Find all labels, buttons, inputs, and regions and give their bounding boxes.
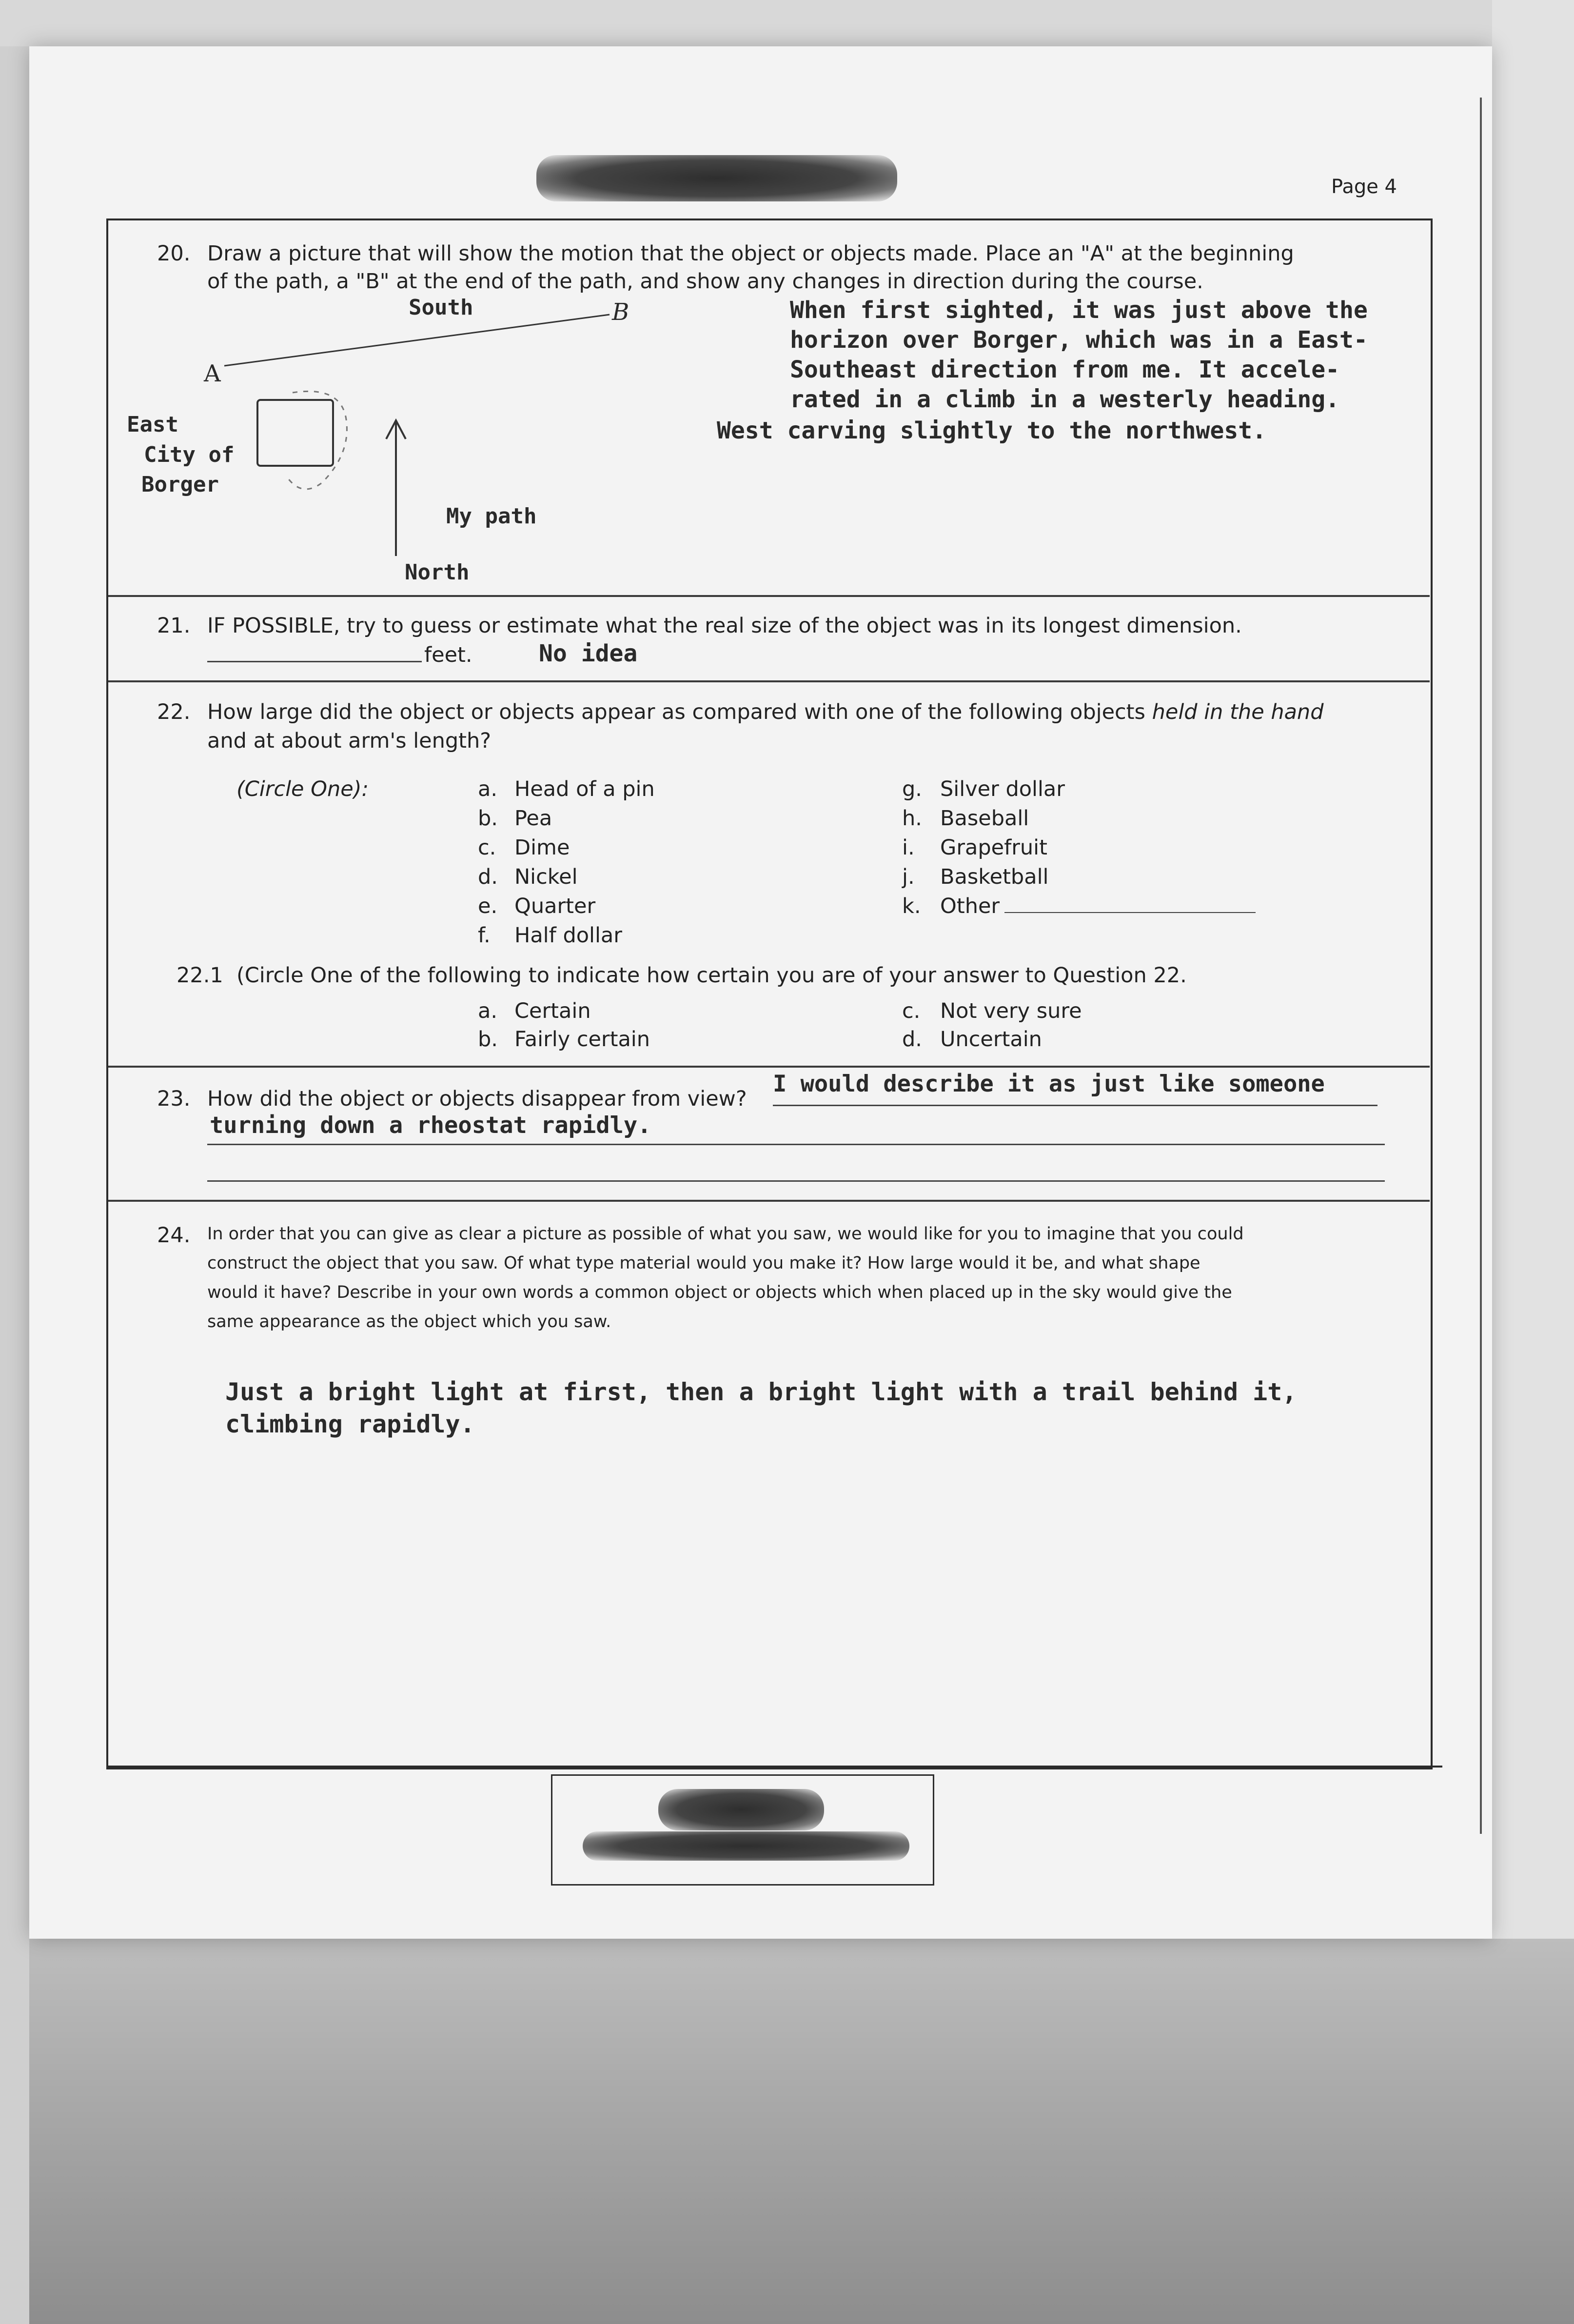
q22-other-underline <box>1004 912 1256 913</box>
option-label: Head of a pin <box>514 777 655 801</box>
q22-options-right <box>902 777 1065 923</box>
q22-option-g[interactable] <box>902 777 1065 806</box>
q20-number: 20. <box>157 241 191 266</box>
q24-text-line: same appearance as the object which you saw. <box>207 1312 611 1331</box>
q22-text-line1 <box>207 700 1323 724</box>
q22-number: 22. <box>157 700 191 724</box>
option-label: Certain <box>514 999 591 1023</box>
option-letter: j. <box>902 865 915 889</box>
option-letter: d. <box>478 865 498 889</box>
bottom-redaction-1 <box>658 1789 824 1830</box>
q24-text-line: would it have? Describe in your own words a common object or objects which when placed up in the sky would give the <box>207 1283 1232 1302</box>
q22-option-d[interactable] <box>478 865 655 894</box>
q22-option-h[interactable] <box>902 806 1065 835</box>
q22-circle-one: (Circle One): <box>236 777 369 801</box>
sketch-city-of-label: City of <box>144 442 235 467</box>
q22-options-left <box>478 777 655 953</box>
option-label: Silver dollar <box>940 777 1065 801</box>
q20-answer-line: When first sighted, it was just above the <box>790 297 1368 324</box>
city-outline-dashed <box>288 391 347 489</box>
q22-option-b[interactable] <box>478 806 655 835</box>
q20-answer-west-line: West carving slightly to the northwest. <box>717 417 1267 444</box>
q23-underline-1 <box>773 1105 1377 1106</box>
q22-text-line1-a: How large did the object or objects appear as compared with one of the following objects <box>207 700 1152 724</box>
divider-q21-q22 <box>108 680 1430 682</box>
q24-number: 24. <box>157 1223 191 1248</box>
q21-size-underline <box>207 661 422 662</box>
option-label: Dime <box>514 835 570 860</box>
option-label: Not very sure <box>940 999 1082 1023</box>
option-letter: c. <box>478 835 496 860</box>
sketch-point-b: B <box>612 298 630 326</box>
option-label: Other <box>940 894 1000 918</box>
q23-underline-3 <box>207 1180 1385 1182</box>
q23-number: 23. <box>157 1087 191 1111</box>
option-letter: k. <box>902 894 921 918</box>
page-number: Page 4 <box>1331 176 1397 198</box>
q24-answer-line: Just a bright light at first, then a bright light with a trail behind it, <box>225 1378 1297 1406</box>
flight-path-line <box>224 315 610 366</box>
q22-option-f[interactable] <box>478 923 655 953</box>
q21-answer: No idea <box>539 640 638 667</box>
q22-1-option-d[interactable] <box>902 1027 1042 1052</box>
header-redaction <box>536 155 897 201</box>
sketch-north-label: North <box>405 560 470 585</box>
q22-option-c[interactable] <box>478 835 655 865</box>
q23-answer-line2: turning down a rheostat rapidly. <box>210 1112 651 1139</box>
q22-option-e[interactable] <box>478 894 655 923</box>
option-label: Fairly certain <box>514 1027 650 1052</box>
q22-text-line2: and at about arm's length? <box>207 729 492 753</box>
q24-text-line: construct the object that you saw. Of what type material would you make it? How large would it be, and what shape <box>207 1253 1200 1273</box>
q22-1-option-c[interactable] <box>902 999 1082 1023</box>
option-letter: f. <box>478 923 491 948</box>
q23-answer-line1: I would describe it as just like someone <box>773 1071 1325 1097</box>
city-box <box>257 400 333 466</box>
q24-answer <box>225 1378 1297 1442</box>
q24-text <box>207 1224 1244 1341</box>
q22-option-a[interactable] <box>478 777 655 806</box>
q21-text: IF POSSIBLE, try to guess or estimate what the real size of the object was in its longest dimension. <box>207 614 1242 638</box>
q22-1-option-b[interactable] <box>478 1027 650 1052</box>
option-letter: e. <box>478 894 498 918</box>
q22-option-i[interactable] <box>902 835 1065 865</box>
q21-number: 21. <box>157 614 191 638</box>
option-label: Uncertain <box>940 1027 1042 1052</box>
scan-right-margin <box>1492 0 1574 1939</box>
sketch-borger-label: Borger <box>141 472 219 497</box>
q24-text-line: In order that you can give as clear a picture as possible of what you saw, we would like for you to imagine that you could <box>207 1224 1244 1244</box>
option-letter: c. <box>902 999 921 1023</box>
option-label: Half dollar <box>514 923 622 948</box>
scan-top-edge <box>0 0 1574 46</box>
q21-unit: feet. <box>424 643 472 667</box>
q20-text-line2: of the path, a "B" at the end of the path, and show any changes in direction during the course. <box>207 269 1203 294</box>
q22-text-line1-b: held in the hand <box>1152 700 1324 724</box>
option-letter: h. <box>902 806 922 831</box>
option-label: Quarter <box>514 894 596 918</box>
option-letter: a. <box>478 777 498 801</box>
q22-option-j[interactable] <box>902 865 1065 894</box>
option-letter: b. <box>478 806 498 831</box>
scan-bottom-margin <box>29 1939 1574 2324</box>
q22-option-k[interactable] <box>902 894 1065 923</box>
q23-underline-2 <box>207 1144 1385 1145</box>
form-box-bottom-line <box>106 1766 1442 1768</box>
option-letter: a. <box>478 999 498 1023</box>
q20-answer-line: rated in a climb in a westerly heading. <box>790 386 1340 413</box>
q20-answer-line: Southeast direction from me. It accele- <box>790 356 1340 383</box>
bottom-redaction-2 <box>583 1831 909 1861</box>
option-label: Nickel <box>514 865 578 889</box>
divider-q22-q23 <box>108 1066 1430 1068</box>
sketch-east-label: East <box>127 412 178 437</box>
divider-q23-q24 <box>108 1200 1430 1202</box>
sketch-drawing <box>195 293 683 585</box>
option-label: Baseball <box>940 806 1029 831</box>
q20-text-line1: Draw a picture that will show the motion that the object or objects made. Place an "A" at the beginning <box>207 241 1294 266</box>
page-edge-line <box>1480 98 1482 1834</box>
option-letter: g. <box>902 777 922 801</box>
sketch-south-label: South <box>409 295 473 320</box>
divider-q20-q21 <box>108 595 1430 597</box>
option-label: Basketball <box>940 865 1049 889</box>
q22-1-option-a[interactable] <box>478 999 591 1023</box>
option-label: Grapefruit <box>940 835 1047 860</box>
option-label: Pea <box>514 806 552 831</box>
q22-1-text: (Circle One of the following to indicate how certain you are of your answer to Question 22. <box>236 963 1187 988</box>
q22-1-number: 22.1 <box>177 963 223 988</box>
q23-text: How did the object or objects disappear from view? <box>207 1087 747 1111</box>
sketch-point-a: A <box>204 360 221 387</box>
q20-answer-line: horizon over Borger, which was in a East- <box>790 326 1368 354</box>
q20-answer <box>790 297 1368 416</box>
option-letter: i. <box>902 835 915 860</box>
sketch-my-path-label: My path <box>446 504 537 529</box>
option-letter: d. <box>902 1027 922 1052</box>
q24-answer-line: climbing rapidly. <box>225 1410 475 1438</box>
option-letter: b. <box>478 1027 498 1052</box>
